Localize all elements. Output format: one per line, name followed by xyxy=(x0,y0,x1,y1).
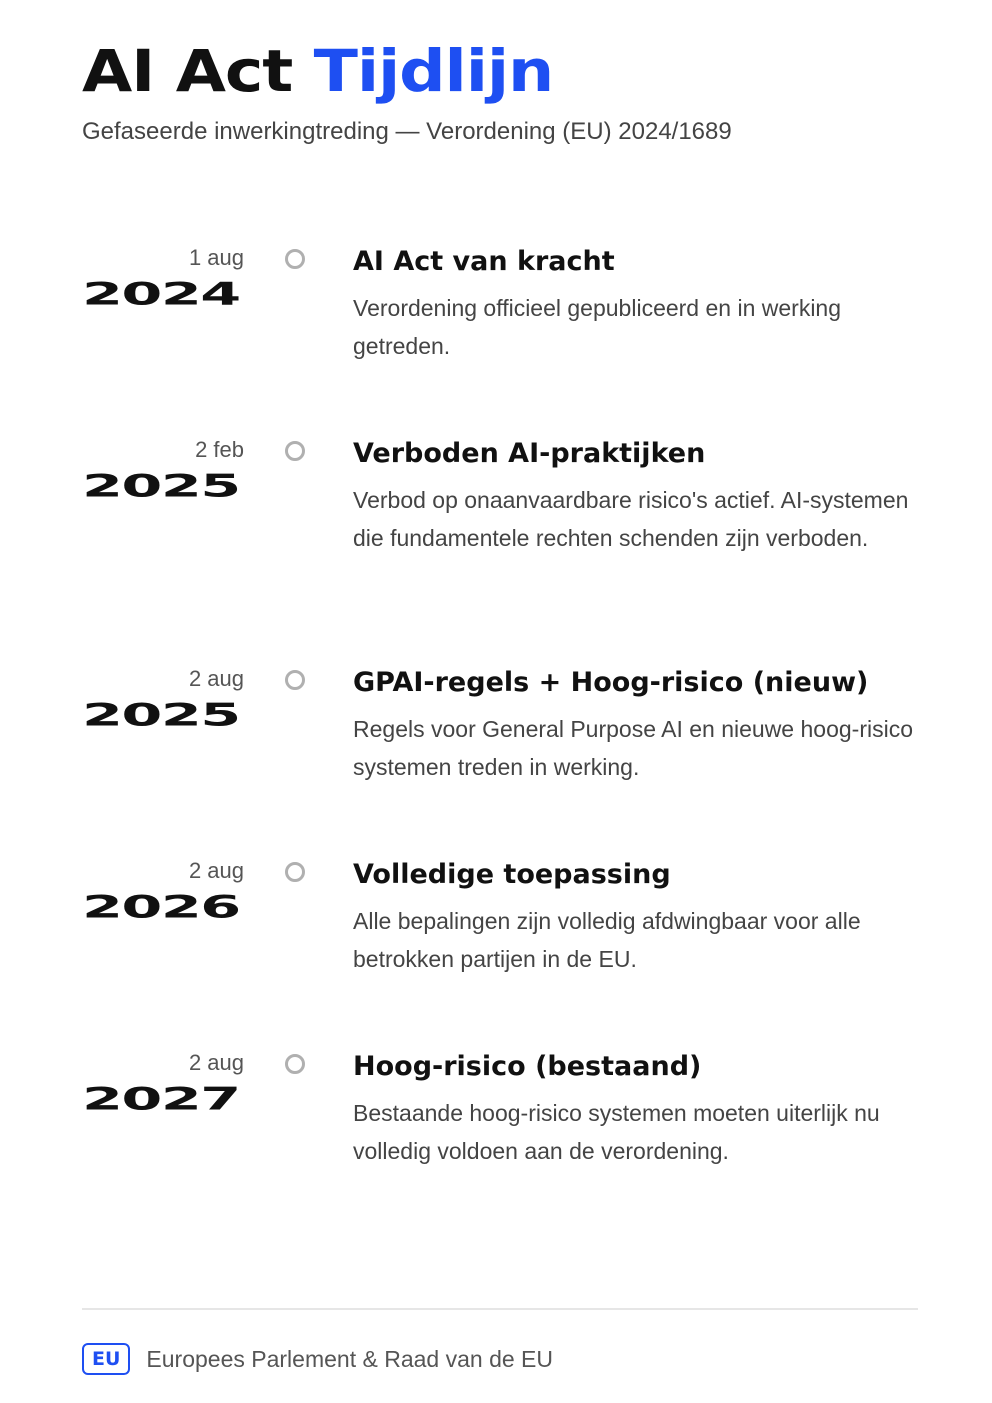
entry-description: Verordening officieel gepubliceerd en in werking getreden. xyxy=(353,295,842,359)
entry-year: 2024 xyxy=(82,275,240,313)
timeline-dot-icon xyxy=(285,1054,305,1074)
entry-title: Verboden AI-praktijken xyxy=(353,438,706,469)
entry-year: 2027 xyxy=(82,1080,240,1118)
entry-description: Verbod op onaanvaardbare risico's actief. AI-systemen die fundamentele rechten schenden zijn verboden. xyxy=(353,487,909,551)
entry-description: Alle bepalingen zijn volledig afdwingbaar voor alle betrokken partijen in de EU. xyxy=(353,908,861,972)
entry-year: 2026 xyxy=(82,888,240,926)
entry-year: 2025 xyxy=(82,467,240,505)
entry-title: GPAI-regels + Hoog-risico (nieuw) xyxy=(353,667,869,698)
timeline-dot-icon xyxy=(285,862,305,882)
entry-year: 2025 xyxy=(82,696,240,734)
entry-date: 2 feb xyxy=(195,437,244,462)
entry-description: Bestaande hoog-risico systemen moeten uiterlijk nu volledig voldoen aan de verordening. xyxy=(353,1100,880,1164)
timeline-dot-icon xyxy=(285,441,305,461)
entry-title: Hoog-risico (bestaand) xyxy=(353,1051,702,1082)
timeline-dot-icon xyxy=(285,249,305,269)
entry-date: 2 aug xyxy=(188,1050,244,1075)
title-accent: Tijdlijn xyxy=(313,37,554,105)
title-main: AI Act xyxy=(82,37,293,105)
footer xyxy=(82,1343,553,1375)
page-subtitle: Gefaseerde inwerkingtreding — Verordening (EU) 2024/1689 xyxy=(82,118,732,145)
entry-title: AI Act van kracht xyxy=(353,246,615,277)
footer-source: Europees Parlement & Raad van de EU xyxy=(146,1345,553,1372)
eu-badge: EU xyxy=(82,1343,130,1375)
entry-date: 2 aug xyxy=(188,666,244,691)
entry-title: Volledige toepassing xyxy=(353,859,671,890)
entry-description: Regels voor General Purpose AI en nieuwe hoog-risico systemen treden in werking. xyxy=(353,716,913,780)
entry-date: 1 aug xyxy=(188,245,244,270)
page-title xyxy=(82,36,553,106)
entry-date: 2 aug xyxy=(188,858,244,883)
timeline-dot-icon xyxy=(285,670,305,690)
footer-divider xyxy=(82,1308,918,1310)
